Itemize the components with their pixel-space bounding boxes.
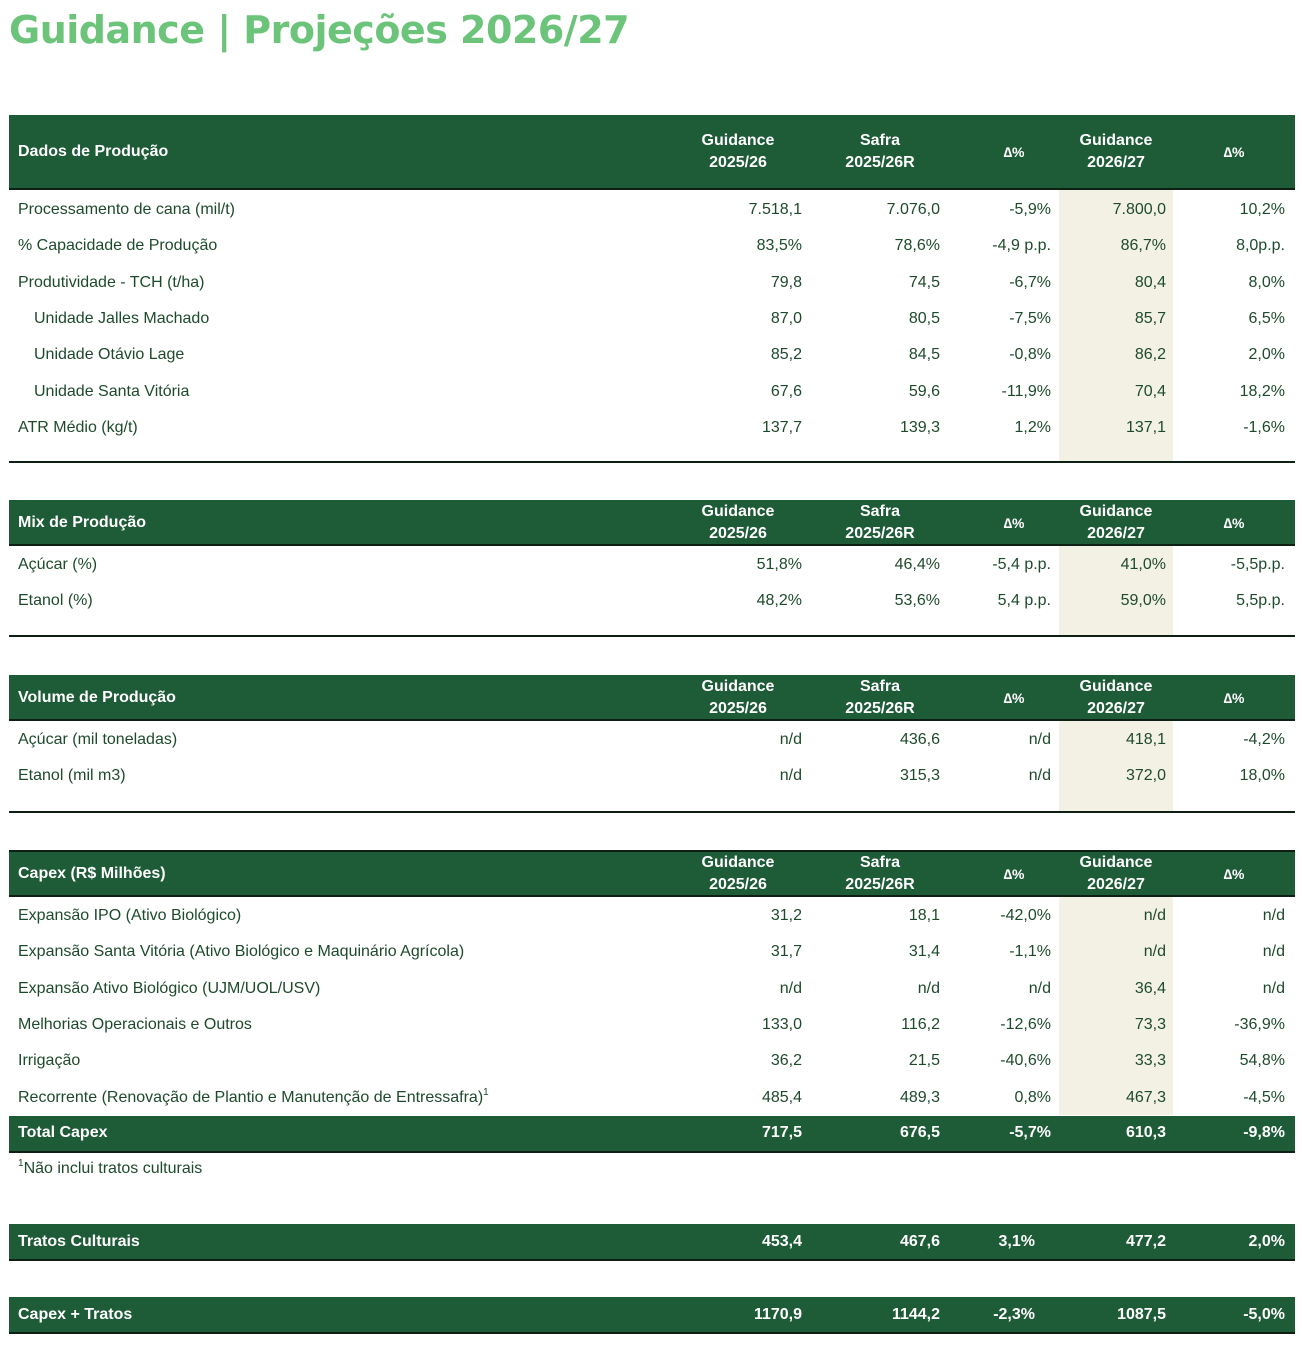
table-header [9, 115, 1295, 190]
table-row: ATR Médio (kg/t) 137,7 139,3 1,2% 137,1 -1,6% [18, 418, 1285, 436]
col-safra: Safra 2025/26R [845, 854, 915, 893]
table-row: Recorrente (Renovação de Plantio e Manutenção de Entressafra)$^1$ 485,4 489,3 0,8% 467,3 -4,5% [18, 1086, 1285, 1106]
table-row: Irrigação 36,2 21,5 -40,6% 33,3 54,8% [18, 1052, 1285, 1070]
col-delta-1: ∆% [1003, 690, 1025, 706]
table-row: Unidade Santa Vitória 67,6 59,6 -11,9% 70,4 18,2% [34, 382, 1285, 400]
table-row: Açúcar (%) 51,8% 46,4% -5,4 p.p. 41,0% -5,5p.p. [18, 556, 1285, 574]
col-guidance-prev: Guidance 2025/26 [701, 132, 775, 171]
table-bottom-rule [9, 461, 1295, 463]
table-row: Processamento de cana (mil/t) 7.518,1 7.076,0 -5,9% 7.800,0 10,2% [18, 201, 1285, 219]
col-delta-2: ∆% [1223, 866, 1245, 882]
table-header [9, 675, 1295, 721]
footnote-marker: 1 [483, 1086, 489, 1098]
table-row: Expansão Santa Vitória (Ativo Biológico e Maquinário Agrícola) 31,7 31,4 -1,1% n/d n/d [18, 943, 1285, 961]
table-row: Melhorias Operacionais e Outros 133,0 116,2 -12,6% 73,3 -36,9% [18, 1016, 1285, 1034]
tratos-culturais-row: Tratos Culturais 453,4 467,6 3,1% 477,2 2,0% [9, 1224, 1295, 1261]
col-delta-2: ∆% [1223, 515, 1245, 531]
col-delta-2: ∆% [1223, 690, 1245, 706]
rows [9, 721, 1295, 795]
col-delta-1: ∆% [1003, 144, 1025, 160]
section-label: Volume de Produção [18, 689, 176, 706]
footnote: $^1$Não inclui tratos culturais [18, 1158, 203, 1177]
table-header [9, 850, 1295, 897]
col-guidance-prev: Guidance 2025/26 [701, 503, 775, 542]
col-safra: Safra 2025/26R [845, 503, 915, 542]
dados-producao-table [9, 115, 1295, 446]
col-delta-1: ∆% [1003, 866, 1025, 882]
table-row: Unidade Otávio Lage 85,2 84,5 -0,8% 86,2 2,0% [34, 346, 1285, 364]
table-row: Açúcar (mil toneladas) n/d 436,6 n/d 418,1 -4,2% [18, 731, 1285, 749]
volume-producao-table [9, 675, 1295, 795]
table-row: Produtividade - TCH (t/ha) 79,8 74,5 -6,7% 80,4 8,0% [18, 273, 1285, 291]
col-delta-1: ∆% [1003, 515, 1025, 531]
table-row: Expansão IPO (Ativo Biológico) 31,2 18,1 -42,0% n/d n/d [18, 907, 1285, 925]
rows [9, 897, 1295, 1116]
section-label: Dados de Produção [18, 143, 169, 160]
col-safra: Safra 2025/26R [845, 132, 915, 171]
col-guidance-next: Guidance 2026/27 [1079, 854, 1153, 893]
col-guidance-next: Guidance 2026/27 [1079, 678, 1153, 717]
section-label: Mix de Produção [18, 514, 147, 531]
col-guidance-next: Guidance 2026/27 [1079, 132, 1153, 171]
page-title: Guidance | Projeções 2026/27 [9, 8, 630, 52]
table-bottom-rule [9, 811, 1295, 813]
col-safra: Safra 2025/26R [845, 678, 915, 717]
col-guidance-prev: Guidance 2025/26 [701, 854, 775, 893]
col-delta-2: ∆% [1223, 144, 1245, 160]
rows [9, 546, 1295, 620]
total-capex-row: Total Capex 717,5 676,5 -5,7% 610,3 -9,8% [9, 1116, 1295, 1153]
table-row: Etanol (%) 48,2% 53,6% 5,4 p.p. 59,0% 5,5p.p. [18, 592, 1285, 610]
table-bottom-rule [9, 635, 1295, 637]
rows [9, 190, 1295, 446]
table-row: Etanol (mil m3) n/d 315,3 n/d 372,0 18,0% [18, 767, 1285, 785]
mix-producao-table [9, 500, 1295, 620]
table-header [9, 500, 1295, 546]
col-guidance-next: Guidance 2026/27 [1079, 503, 1153, 542]
capex-tratos-row: Capex + Tratos 1170,9 1144,2 -2,3% 1087,5 -5,0% [9, 1297, 1295, 1334]
section-label: Capex (R$ Milhões) [18, 865, 166, 882]
table-row: Expansão Ativo Biológico (UJM/UOL/USV) n/d n/d n/d 36,4 n/d [18, 979, 1285, 997]
capex-table [9, 850, 1295, 1153]
table-row: Unidade Jalles Machado 87,0 80,5 -7,5% 85,7 6,5% [34, 310, 1285, 328]
col-guidance-prev: Guidance 2025/26 [701, 678, 775, 717]
table-row: % Capacidade de Produção 83,5% 78,6% -4,9 p.p. 86,7% 8,0p.p. [18, 237, 1285, 255]
